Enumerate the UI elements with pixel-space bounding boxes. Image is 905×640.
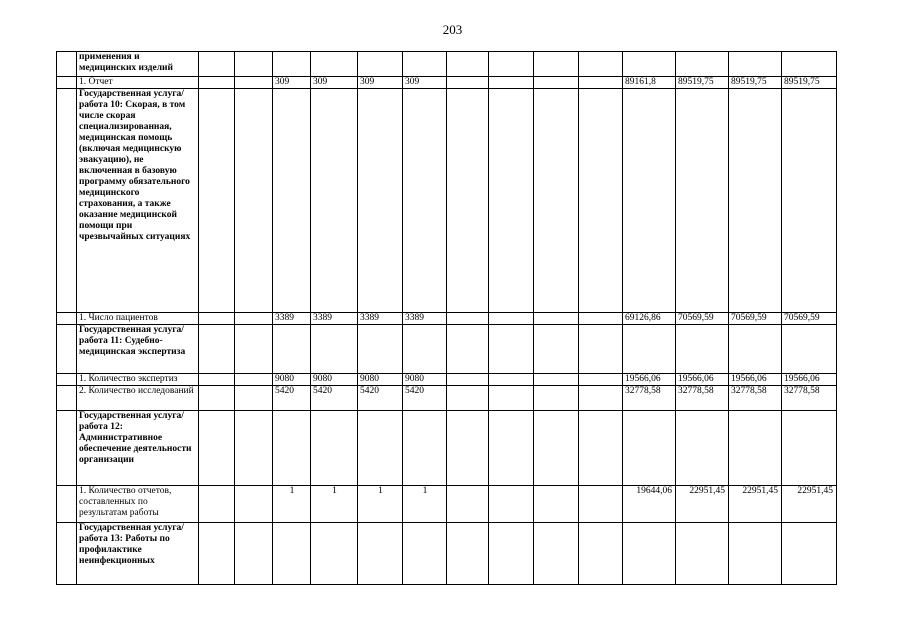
table-row [57, 386, 837, 411]
volume-value: 9080 [311, 374, 358, 386]
volume-value: 309 [403, 77, 447, 89]
finance-value: 70569,59 [782, 313, 837, 325]
finance-value: 32778,58 [729, 386, 782, 411]
table-row [57, 523, 837, 585]
section-name: Государственная услуга/работа 13: Работы по профилактике неинфекционных [77, 523, 199, 585]
table-row [57, 374, 837, 386]
volume-value: 9080 [358, 374, 403, 386]
volume-value: 5420 [403, 386, 447, 411]
volume-value: 1 [403, 486, 447, 523]
volume-value: 309 [311, 77, 358, 89]
volume-value: 9080 [273, 374, 311, 386]
volume-value: 3389 [311, 313, 358, 325]
finance-value: 89519,75 [676, 77, 729, 89]
volume-value: 309 [358, 77, 403, 89]
indicator-name: 1. Количество экспертиз [77, 374, 199, 386]
table-row [57, 325, 837, 374]
section-name: Государственная услуга/работа 12: Административное обеспечение деятельности организации [77, 411, 199, 486]
finance-value: 89519,75 [729, 77, 782, 89]
indicator-name: 2. Количество исследований [77, 386, 199, 411]
finance-value: 89519,75 [782, 77, 837, 89]
finance-value: 89161,8 [623, 77, 676, 89]
volume-value: 1 [358, 486, 403, 523]
volume-value: 9080 [403, 374, 447, 386]
volume-value: 3389 [273, 313, 311, 325]
finance-value: 32778,58 [623, 386, 676, 411]
table-row [57, 486, 837, 523]
finance-value: 32778,58 [782, 386, 837, 411]
section-name: применения и медицинских изделий [77, 52, 199, 77]
finance-value: 69126,86 [623, 313, 676, 325]
volume-value: 1 [273, 486, 311, 523]
indicator-name: 1. Отчет [77, 77, 199, 89]
volume-value: 5420 [358, 386, 403, 411]
finance-value: 19566,06 [729, 374, 782, 386]
table-row [57, 77, 837, 89]
finance-value: 32778,58 [676, 386, 729, 411]
indicator-name: 1. Число пациентов [77, 313, 199, 325]
finance-value: 22951,45 [782, 486, 837, 523]
volume-value: 3389 [403, 313, 447, 325]
volume-value: 3389 [358, 313, 403, 325]
page-number: 203 [442, 22, 463, 37]
table-row [57, 411, 837, 486]
table-row [57, 89, 837, 313]
section-name: Государственная услуга/работа 10: Скорая, в том числе скорая специализированная, медицинская помощь (включая медицинскую эвакуацию), не включенная в базовую программу обязательного медицинского страхования, а также оказание медицинской помощи при чрезвычайных ситуациях [77, 89, 199, 313]
section-name: Государственная услуга/работа 11: Судебно-медицинская экспертиза [77, 325, 199, 374]
volume-value: 5420 [311, 386, 358, 411]
table-row [57, 52, 837, 77]
finance-value: 22951,45 [676, 486, 729, 523]
finance-value: 22951,45 [729, 486, 782, 523]
finance-value: 70569,59 [676, 313, 729, 325]
finance-value: 19566,06 [676, 374, 729, 386]
finance-value: 19566,06 [782, 374, 837, 386]
table-row [57, 313, 837, 325]
volume-value: 5420 [273, 386, 311, 411]
volume-value: 1 [311, 486, 358, 523]
volume-value: 309 [273, 77, 311, 89]
finance-value: 19566,06 [623, 374, 676, 386]
data-table [56, 51, 837, 585]
indicator-name: 1. Количество отчетов, составленных по результатам работы [77, 486, 199, 523]
finance-value: 19644,06 [623, 486, 676, 523]
finance-value: 70569,59 [729, 313, 782, 325]
table-cell [57, 52, 77, 77]
